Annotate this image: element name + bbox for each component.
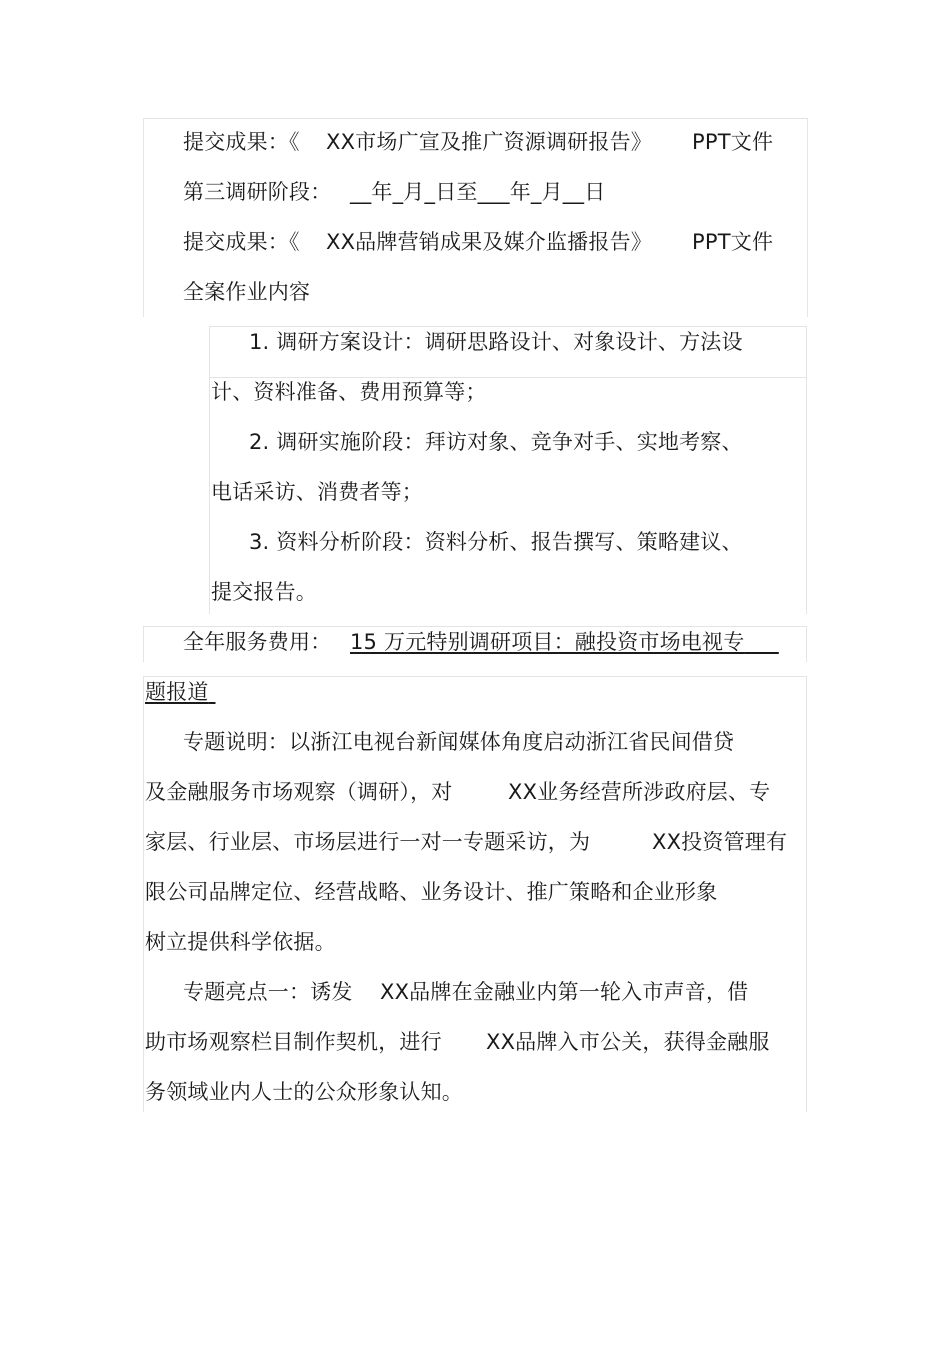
topic-description-line-3: 家层、行业层、市场层进行一对一专题采访，为: [145, 830, 591, 854]
table-border: [806, 326, 807, 614]
list-item-3-cont: 提交报告。: [211, 580, 317, 604]
stage-3-label: 第三调研阶段：: [183, 180, 332, 204]
highlight-one-line-2: 助市场观察栏目制作契机，进行: [145, 1030, 442, 1054]
stage-3-dates: __年_月_日至___年_月__日: [350, 180, 606, 204]
topic-description-line-2: 及金融服务市场观察（调研），对: [145, 780, 453, 804]
highlight-one-line-3: 务领域业内人士的公众形象认知。: [145, 1080, 463, 1104]
topic-description: 专题说明：以浙江电视台新闻媒体角度启动浙江省民间借贷: [183, 730, 735, 754]
list-item-3: 3. 资料分析阶段：资料分析、报告撰写、策略建议、: [249, 530, 743, 554]
deliverable-line-1-format: PPT文件: [692, 130, 774, 154]
topic-description-line-4: 限公司品牌定位、经营战略、业务设计、推广策略和企业形象: [145, 880, 718, 904]
topic-description-line-3b: XX投资管理有: [652, 830, 788, 854]
table-border: [143, 676, 806, 677]
highlight-one-b: XX品牌在金融业内第一轮入市声音，借: [380, 980, 749, 1004]
table-border: [143, 676, 144, 1112]
deliverable-line-1: 提交成果：《: [183, 130, 300, 154]
section-heading: 全案作业内容: [183, 280, 311, 304]
highlight-one-line-2b: XX品牌入市公关，获得金融服: [486, 1030, 770, 1054]
deliverable-line-2-format: PPT文件: [692, 230, 774, 254]
highlight-one: 专题亮点一：诱发: [183, 980, 353, 1004]
topic-description-line-2b: XX业务经营所涉政府层、专: [508, 780, 771, 804]
table-border: [806, 676, 807, 1112]
list-item-2-cont: 电话采访、消费者等；: [211, 480, 423, 504]
list-item-2: 2. 调研实施阶段：拜访对象、竞争对手、实地考察、: [249, 430, 743, 454]
topic-description-line-5: 树立提供科学依据。: [145, 930, 336, 954]
annual-fee-label: 全年服务费用：: [183, 630, 332, 654]
table-border: [806, 626, 807, 662]
deliverable-line-2: 提交成果：《: [183, 230, 300, 254]
deliverable-line-2-title: XX品牌营销成果及媒介监播报告》: [326, 230, 652, 254]
list-item-1-cont: 计、资料准备、费用预算等；: [211, 380, 487, 404]
deliverable-line-1-title: XX市场广宣及推广资源调研报告》: [326, 130, 652, 154]
annual-fee-value: 15 万元特别调研项目：融投资市场电视专: [350, 630, 745, 654]
table-border: [209, 326, 210, 614]
list-item-1: 1. 调研方案设计：调研思路设计、对象设计、方法设: [249, 330, 743, 354]
annual-fee-value-cont: 题报道: [145, 680, 209, 704]
table-border: [143, 626, 144, 662]
